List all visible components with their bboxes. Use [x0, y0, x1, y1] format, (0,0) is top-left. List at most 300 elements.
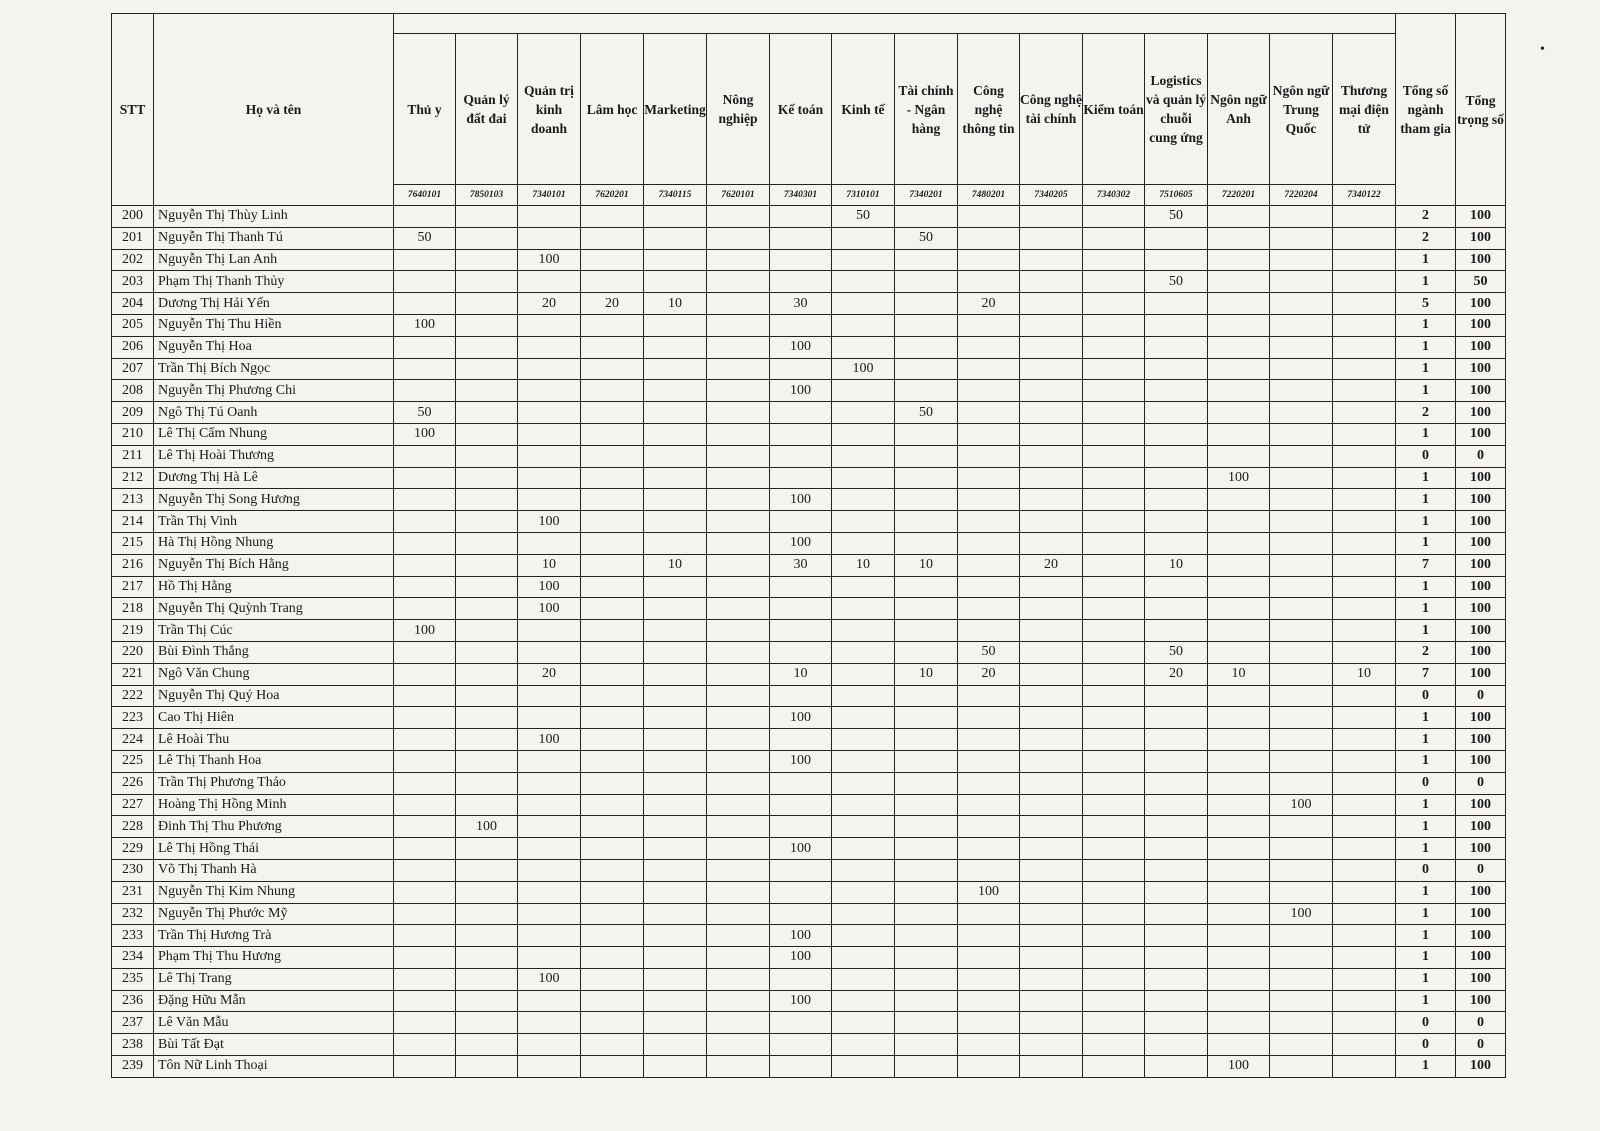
row-weight-cell [1083, 663, 1145, 685]
row-weight-cell [770, 772, 832, 794]
row-weight-cell [770, 423, 832, 445]
row-weight-cell [581, 838, 644, 860]
row-weight-cell [456, 1034, 518, 1056]
row-weight-cell [1083, 620, 1145, 642]
row-weight-cell [1083, 838, 1145, 860]
row-weight-cell [456, 620, 518, 642]
row-weight-cell [1333, 947, 1396, 969]
row-name: Trần Thị Cúc [154, 620, 394, 642]
row-stt: 207 [112, 358, 154, 380]
table-row [112, 881, 1506, 903]
row-total-weight: 100 [1456, 729, 1506, 751]
row-name: Lê Văn Mẫu [154, 1012, 394, 1034]
row-weight-cell: 50 [1145, 641, 1208, 663]
row-weight-cell [456, 271, 518, 293]
row-weight-cell [1333, 380, 1396, 402]
row-name: Lê Thị Thanh Hoa [154, 750, 394, 772]
row-weight-cell [581, 620, 644, 642]
row-weight-cell [895, 1034, 958, 1056]
row-name: Nguyễn Thị Song Hương [154, 489, 394, 511]
row-weight-cell [1270, 641, 1333, 663]
row-weight-cell [1208, 925, 1270, 947]
row-weight-cell: 100 [770, 750, 832, 772]
row-name: Trần Thị Bích Ngọc [154, 358, 394, 380]
row-weight-cell [394, 1012, 456, 1034]
row-weight-cell [1208, 859, 1270, 881]
row-total-weight: 100 [1456, 467, 1506, 489]
row-weight-cell [581, 576, 644, 598]
row-total-weight: 100 [1456, 663, 1506, 685]
row-weight-cell [456, 576, 518, 598]
row-weight-cell: 50 [832, 206, 895, 228]
row-weight-cell [456, 729, 518, 751]
row-total-majors: 1 [1396, 380, 1456, 402]
row-weight-cell [1020, 750, 1083, 772]
row-weight-cell [1270, 947, 1333, 969]
row-weight-cell [707, 707, 770, 729]
row-weight-cell [1083, 685, 1145, 707]
row-weight-cell [1270, 859, 1333, 881]
table-row [112, 968, 1506, 990]
row-weight-cell [1333, 358, 1396, 380]
row-weight-cell [1083, 729, 1145, 751]
row-weight-cell: 100 [518, 729, 581, 751]
row-weight-cell [832, 620, 895, 642]
row-stt: 200 [112, 206, 154, 228]
row-stt: 222 [112, 685, 154, 707]
row-weight-cell [832, 990, 895, 1012]
row-weight-cell [518, 467, 581, 489]
row-weight-cell [1020, 881, 1083, 903]
row-stt: 225 [112, 750, 154, 772]
row-weight-cell [581, 1012, 644, 1034]
row-weight-cell [1270, 576, 1333, 598]
table-row [112, 925, 1506, 947]
row-name: Lê Thị Cẩm Nhung [154, 423, 394, 445]
table-row [112, 467, 1506, 489]
row-total-weight: 0 [1456, 1034, 1506, 1056]
row-weight-cell [895, 990, 958, 1012]
row-name: Trần Thị Hương Trà [154, 925, 394, 947]
row-weight-cell [1270, 358, 1333, 380]
row-weight-cell [707, 206, 770, 228]
row-weight-cell [394, 271, 456, 293]
header-major-code-11: 7340302 [1083, 185, 1145, 206]
row-total-weight: 100 [1456, 554, 1506, 576]
row-weight-cell [770, 816, 832, 838]
row-weight-cell [456, 772, 518, 794]
row-weight-cell [1270, 881, 1333, 903]
row-weight-cell: 50 [895, 227, 958, 249]
row-weight-cell [770, 1034, 832, 1056]
row-stt: 227 [112, 794, 154, 816]
row-weight-cell [1333, 249, 1396, 271]
row-name: Trần Thị Phương Thảo [154, 772, 394, 794]
row-weight-cell [518, 402, 581, 424]
row-stt: 204 [112, 293, 154, 315]
row-weight-cell [456, 293, 518, 315]
row-name: Nguyễn Thị Phước Mỹ [154, 903, 394, 925]
row-stt: 208 [112, 380, 154, 402]
row-weight-cell [958, 402, 1020, 424]
row-total-weight: 100 [1456, 358, 1506, 380]
table-row [112, 772, 1506, 794]
row-weight-cell [518, 903, 581, 925]
row-weight-cell [707, 772, 770, 794]
row-weight-cell [895, 467, 958, 489]
header-major-7: Kinh tế [832, 34, 895, 185]
row-weight-cell [394, 467, 456, 489]
row-total-weight: 100 [1456, 707, 1506, 729]
table-row [112, 227, 1506, 249]
row-weight-cell [958, 1012, 1020, 1034]
row-weight-cell [394, 576, 456, 598]
row-weight-cell [1020, 293, 1083, 315]
row-weight-cell [895, 576, 958, 598]
row-weight-cell [958, 358, 1020, 380]
row-weight-cell: 100 [518, 511, 581, 533]
row-weight-cell [707, 1034, 770, 1056]
row-weight-cell [1270, 707, 1333, 729]
row-name: Nguyễn Thị Hoa [154, 336, 394, 358]
row-weight-cell [1208, 598, 1270, 620]
row-stt: 212 [112, 467, 154, 489]
row-weight-cell [644, 925, 707, 947]
row-weight-cell [770, 641, 832, 663]
row-weight-cell [707, 903, 770, 925]
row-total-majors: 1 [1396, 423, 1456, 445]
row-weight-cell [895, 838, 958, 860]
row-weight-cell [895, 641, 958, 663]
row-weight-cell [707, 947, 770, 969]
row-weight-cell [958, 750, 1020, 772]
row-weight-cell [1270, 729, 1333, 751]
row-weight-cell [770, 445, 832, 467]
header-total-majors: Tổng số ngành tham gia [1396, 14, 1456, 206]
row-weight-cell [1083, 1012, 1145, 1034]
row-weight-cell [644, 1056, 707, 1078]
row-weight-cell [770, 968, 832, 990]
row-weight-cell [1083, 445, 1145, 467]
row-weight-cell [644, 445, 707, 467]
row-weight-cell [1083, 227, 1145, 249]
row-weight-cell [1020, 271, 1083, 293]
row-total-weight: 0 [1456, 772, 1506, 794]
row-weight-cell [1333, 881, 1396, 903]
row-total-weight: 100 [1456, 794, 1506, 816]
row-total-weight: 100 [1456, 990, 1506, 1012]
row-weight-cell [644, 511, 707, 533]
weight-table [111, 13, 1506, 1078]
row-weight-cell [394, 641, 456, 663]
row-weight-cell [832, 729, 895, 751]
row-weight-cell [832, 1056, 895, 1078]
row-weight-cell [770, 794, 832, 816]
row-weight-cell [1270, 772, 1333, 794]
row-weight-cell [518, 227, 581, 249]
row-weight-cell [832, 511, 895, 533]
row-weight-cell: 50 [1145, 206, 1208, 228]
row-weight-cell [770, 685, 832, 707]
row-weight-cell [644, 903, 707, 925]
row-weight-cell [394, 816, 456, 838]
row-total-weight: 100 [1456, 1056, 1506, 1078]
row-weight-cell [1208, 1012, 1270, 1034]
row-weight-cell [1083, 380, 1145, 402]
row-weight-cell [644, 750, 707, 772]
row-weight-cell: 100 [518, 598, 581, 620]
row-weight-cell [707, 271, 770, 293]
row-total-weight: 100 [1456, 816, 1506, 838]
row-weight-cell: 10 [1208, 663, 1270, 685]
row-stt: 235 [112, 968, 154, 990]
row-weight-cell [707, 314, 770, 336]
row-total-weight: 100 [1456, 576, 1506, 598]
table-row [112, 423, 1506, 445]
row-weight-cell: 20 [518, 293, 581, 315]
row-weight-cell [1020, 859, 1083, 881]
row-weight-cell [958, 707, 1020, 729]
row-weight-cell: 20 [958, 663, 1020, 685]
row-stt: 205 [112, 314, 154, 336]
row-weight-cell [1333, 620, 1396, 642]
row-total-majors: 1 [1396, 532, 1456, 554]
row-total-weight: 100 [1456, 925, 1506, 947]
row-weight-cell [581, 816, 644, 838]
row-weight-cell [958, 685, 1020, 707]
row-total-majors: 1 [1396, 707, 1456, 729]
row-weight-cell [707, 1012, 770, 1034]
row-weight-cell [518, 685, 581, 707]
row-weight-cell [832, 445, 895, 467]
row-weight-cell [707, 380, 770, 402]
row-weight-cell [770, 1056, 832, 1078]
row-weight-cell [958, 598, 1020, 620]
row-weight-cell [1083, 249, 1145, 271]
table-row [112, 729, 1506, 751]
row-weight-cell [644, 707, 707, 729]
row-weight-cell [1333, 1056, 1396, 1078]
row-weight-cell [1333, 532, 1396, 554]
row-weight-cell [394, 881, 456, 903]
row-weight-cell: 100 [1270, 794, 1333, 816]
row-total-majors: 1 [1396, 249, 1456, 271]
row-weight-cell: 10 [832, 554, 895, 576]
row-weight-cell [1020, 206, 1083, 228]
row-total-weight: 100 [1456, 947, 1506, 969]
row-total-majors: 0 [1396, 859, 1456, 881]
row-weight-cell [518, 641, 581, 663]
row-weight-cell [394, 707, 456, 729]
row-weight-cell [456, 947, 518, 969]
row-weight-cell [644, 467, 707, 489]
row-weight-cell [1083, 576, 1145, 598]
row-stt: 237 [112, 1012, 154, 1034]
row-weight-cell [456, 641, 518, 663]
row-weight-cell [895, 445, 958, 467]
row-weight-cell [958, 532, 1020, 554]
row-total-weight: 100 [1456, 750, 1506, 772]
header-total-weight: Tổng trọng số [1456, 14, 1506, 206]
row-weight-cell [707, 968, 770, 990]
row-weight-cell [1145, 729, 1208, 751]
row-weight-cell [1145, 227, 1208, 249]
row-name: Nguyễn Thị Phương Chi [154, 380, 394, 402]
row-weight-cell [1020, 990, 1083, 1012]
row-weight-cell [581, 271, 644, 293]
row-weight-cell [832, 663, 895, 685]
row-total-majors: 2 [1396, 227, 1456, 249]
row-weight-cell [707, 598, 770, 620]
row-weight-cell: 100 [518, 249, 581, 271]
row-name: Dương Thị Hải Yến [154, 293, 394, 315]
row-total-weight: 100 [1456, 620, 1506, 642]
row-weight-cell [394, 532, 456, 554]
row-weight-cell [1333, 271, 1396, 293]
row-total-majors: 1 [1396, 838, 1456, 860]
table-row [112, 293, 1506, 315]
row-weight-cell [1208, 402, 1270, 424]
row-weight-cell [895, 598, 958, 620]
row-weight-cell [1333, 598, 1396, 620]
row-weight-cell [581, 925, 644, 947]
row-weight-cell [644, 663, 707, 685]
row-weight-cell: 50 [394, 227, 456, 249]
row-weight-cell [1208, 358, 1270, 380]
row-weight-cell: 100 [518, 968, 581, 990]
row-weight-cell [770, 1012, 832, 1034]
header-name: Họ và tên [154, 14, 394, 206]
header-major-9: Công nghệ thông tin [958, 34, 1020, 185]
row-weight-cell [1270, 838, 1333, 860]
row-weight-cell [832, 1034, 895, 1056]
row-weight-cell [644, 990, 707, 1012]
row-weight-cell [1083, 336, 1145, 358]
row-weight-cell: 10 [644, 293, 707, 315]
row-weight-cell [518, 1034, 581, 1056]
row-weight-cell [895, 859, 958, 881]
row-total-weight: 100 [1456, 511, 1506, 533]
row-name: Nguyễn Thị Kim Nhung [154, 881, 394, 903]
row-weight-cell [1145, 314, 1208, 336]
row-weight-cell [456, 467, 518, 489]
row-weight-cell [707, 750, 770, 772]
row-total-weight: 100 [1456, 968, 1506, 990]
row-weight-cell [832, 903, 895, 925]
row-weight-cell [707, 729, 770, 751]
row-weight-cell [456, 206, 518, 228]
row-weight-cell [394, 489, 456, 511]
row-weight-cell [1145, 358, 1208, 380]
row-weight-cell [770, 903, 832, 925]
header-major-5: Nông nghiệp [707, 34, 770, 185]
row-weight-cell [1145, 598, 1208, 620]
row-total-majors: 1 [1396, 467, 1456, 489]
header-major-8: Tài chính - Ngân hàng [895, 34, 958, 185]
row-weight-cell [707, 489, 770, 511]
row-weight-cell [1020, 336, 1083, 358]
row-stt: 203 [112, 271, 154, 293]
row-weight-cell [1208, 729, 1270, 751]
row-weight-cell [770, 271, 832, 293]
row-weight-cell [1083, 489, 1145, 511]
row-weight-cell [958, 511, 1020, 533]
row-total-weight: 100 [1456, 903, 1506, 925]
table-row [112, 380, 1506, 402]
row-weight-cell [1020, 423, 1083, 445]
row-weight-cell [1145, 859, 1208, 881]
row-weight-cell: 100 [770, 336, 832, 358]
row-weight-cell [1083, 816, 1145, 838]
row-stt: 232 [112, 903, 154, 925]
row-weight-cell [1020, 925, 1083, 947]
row-weight-cell [1333, 838, 1396, 860]
row-weight-cell [1208, 249, 1270, 271]
row-weight-cell [1020, 794, 1083, 816]
row-weight-cell [707, 620, 770, 642]
row-weight-cell [1333, 903, 1396, 925]
row-weight-cell [1083, 881, 1145, 903]
row-total-majors: 1 [1396, 750, 1456, 772]
row-total-majors: 0 [1396, 1034, 1456, 1056]
row-name: Nguyễn Thị Quý Hoa [154, 685, 394, 707]
row-weight-cell [1270, 685, 1333, 707]
row-weight-cell [1208, 271, 1270, 293]
row-weight-cell [1083, 358, 1145, 380]
row-total-majors: 1 [1396, 336, 1456, 358]
row-name: Nguyễn Thị Lan Anh [154, 249, 394, 271]
row-weight-cell [456, 663, 518, 685]
row-weight-cell [394, 554, 456, 576]
row-weight-cell [1020, 947, 1083, 969]
row-weight-cell [518, 816, 581, 838]
row-weight-cell [1083, 598, 1145, 620]
row-weight-cell [958, 620, 1020, 642]
row-weight-cell [707, 532, 770, 554]
row-weight-cell [1270, 990, 1333, 1012]
row-weight-cell [1270, 511, 1333, 533]
row-weight-cell [832, 532, 895, 554]
row-weight-cell [707, 641, 770, 663]
row-weight-cell [518, 794, 581, 816]
row-weight-cell [1270, 750, 1333, 772]
row-total-weight: 100 [1456, 423, 1506, 445]
row-weight-cell [832, 489, 895, 511]
row-weight-cell [644, 271, 707, 293]
row-name: Nguyễn Thị Thùy Linh [154, 206, 394, 228]
row-weight-cell [707, 423, 770, 445]
row-weight-cell [832, 293, 895, 315]
row-weight-cell [644, 772, 707, 794]
row-weight-cell [1270, 380, 1333, 402]
table-row [112, 1056, 1506, 1078]
row-weight-cell [1145, 794, 1208, 816]
row-weight-cell [1333, 314, 1396, 336]
row-weight-cell [1270, 925, 1333, 947]
row-weight-cell [1333, 227, 1396, 249]
row-weight-cell [707, 990, 770, 1012]
row-weight-cell [958, 903, 1020, 925]
row-weight-cell [394, 598, 456, 620]
table-row [112, 816, 1506, 838]
row-weight-cell [1145, 445, 1208, 467]
row-weight-cell [958, 729, 1020, 751]
row-weight-cell: 30 [770, 554, 832, 576]
row-weight-cell [1145, 881, 1208, 903]
row-weight-cell [958, 1056, 1020, 1078]
row-weight-cell [1270, 227, 1333, 249]
row-weight-cell [1145, 816, 1208, 838]
